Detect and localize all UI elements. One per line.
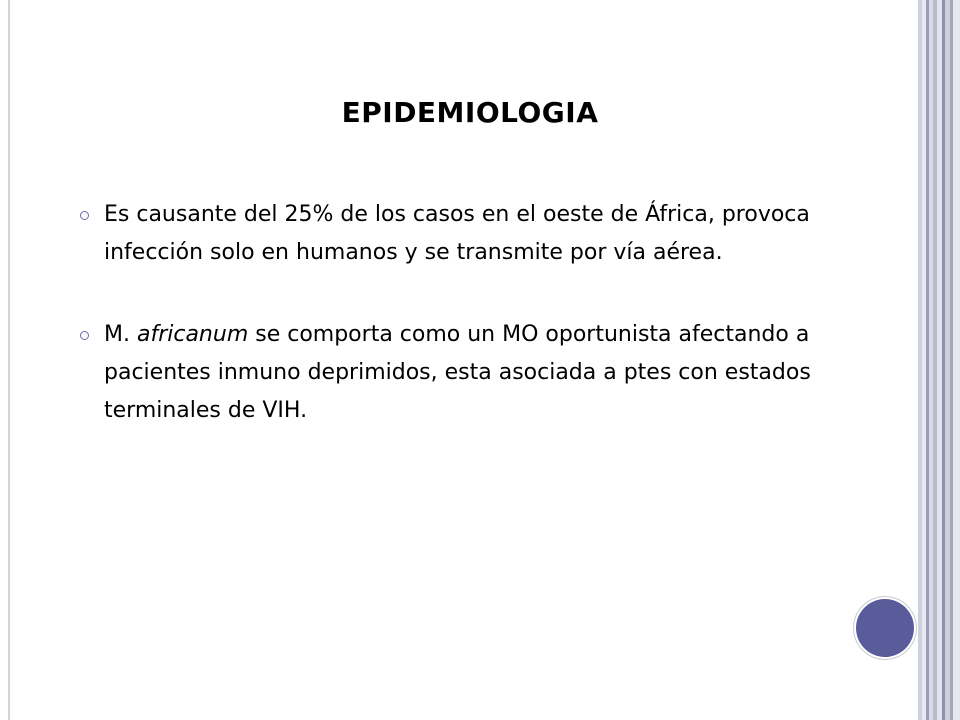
bullet-circle-icon	[80, 331, 89, 340]
slide-title: EPIDEMIOLOGIA	[341, 96, 599, 129]
bullet-item-2	[78, 316, 858, 430]
bullet-text-suffix: se comporta como un MO oportunista afectando a pacientes inmuno deprimidos, esta asociada a ptes con estados terminales de VIH.	[104, 322, 811, 423]
bullet-list	[78, 196, 858, 474]
bullet-item-1	[78, 196, 858, 272]
bullet-text: Es causante del 25% de los casos en el oeste de África, provoca infección solo en humanos y se transmite por vía aérea.	[104, 202, 810, 265]
decorative-circle	[856, 599, 914, 657]
bullet-circle-icon	[80, 211, 89, 220]
bullet-text-italic: africanum	[136, 322, 249, 347]
bullet-text-prefix: M.	[104, 322, 137, 347]
